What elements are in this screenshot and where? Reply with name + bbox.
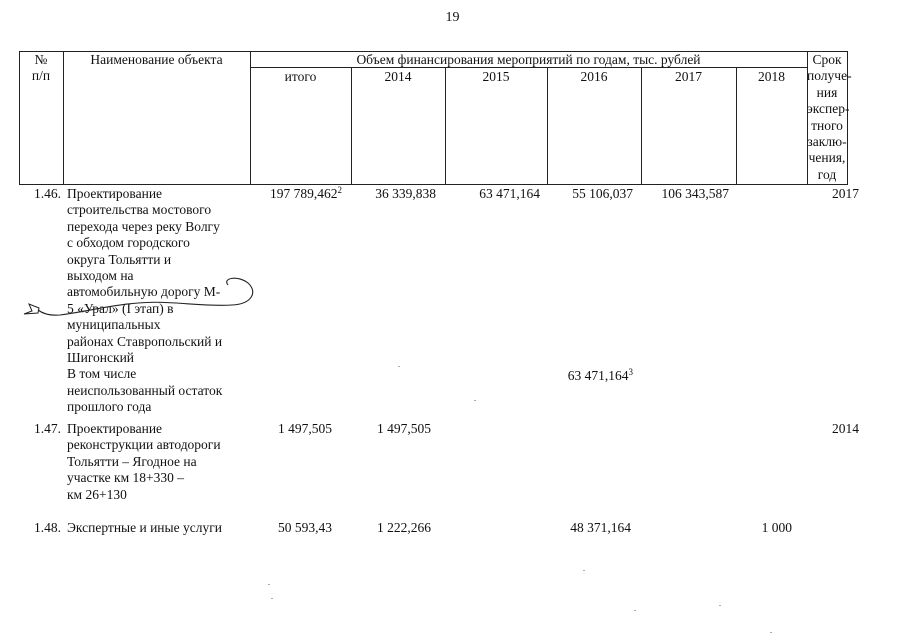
row-name-line: Проектирование — [67, 421, 163, 436]
header-year-2018: 2018 — [758, 69, 785, 84]
header-num-symbol: № — [34, 52, 48, 67]
row-sub-2016-value: 63 471,164 — [567, 368, 629, 383]
footnote-mark: 3 — [628, 367, 633, 377]
header-deadline-line: экспер- — [807, 101, 850, 117]
row-name-line: Тольятти – Ягодное на — [67, 453, 197, 469]
row-2018: 1 000 — [761, 520, 792, 535]
row-2014: 1 497,505 — [377, 421, 431, 436]
row-total — [250, 186, 342, 202]
row-subname-line: прошлого года — [67, 399, 152, 415]
handwritten-annotation-icon — [20, 276, 260, 321]
row-2017: 106 343,587 — [661, 186, 729, 201]
header-year-2016: 2016 — [580, 69, 608, 84]
header-deadline-line: Срок — [812, 52, 842, 67]
row-name-line: 5 «Урал» (I этап) в — [67, 300, 174, 316]
row-name-line: перехода через реку Волгу — [67, 218, 220, 234]
header-deadline — [807, 52, 852, 183]
row-name-line: с обходом городского — [67, 235, 190, 251]
row-subname-line: неиспользованный остаток — [67, 382, 223, 398]
header-year-2017: 2017 — [675, 69, 702, 84]
row-2015: 63 471,164 — [479, 186, 540, 201]
row-2016: 48 371,164 — [570, 520, 631, 535]
row-name-line: автомобильную дорогу М- — [67, 284, 221, 300]
row-name-line: районах Ставропольский и — [67, 333, 223, 349]
row-number: 1.48. — [34, 520, 61, 535]
row-sub-2016 — [547, 368, 633, 384]
row-name-line: выходом на — [67, 268, 134, 284]
row-name-line: участке км 18+330 – — [67, 470, 184, 486]
header-deadline-line: получе- — [807, 68, 852, 84]
header-deadline-line: тного — [811, 117, 843, 133]
header-name: Наименование объекта — [90, 52, 223, 67]
row-name-line: Шигонский — [67, 350, 135, 366]
row-name-line: округа Тольятти и — [67, 251, 172, 267]
row-2014: 1 222,266 — [377, 520, 431, 535]
header-deadline-line: ния — [816, 84, 838, 100]
header-deadline-line: год — [817, 166, 837, 182]
row-total-value: 197 789,462 — [270, 186, 338, 201]
header-funding: Объем финансирования мероприятий по годам, тыс. рублей — [356, 52, 701, 67]
page-number: 19 — [445, 10, 460, 25]
header-num — [19, 52, 63, 85]
header-deadline-line: чения, — [808, 150, 846, 166]
row-deadline: 2014 — [832, 421, 859, 436]
header-num-label: п/п — [31, 68, 51, 84]
row-name — [67, 421, 252, 503]
row-name-line: строительства мостового — [67, 202, 212, 218]
row-name-line: муниципальных — [67, 317, 161, 333]
row-2016: 55 106,037 — [572, 186, 633, 201]
row-number: 1.47. — [34, 421, 61, 436]
footnote-mark: 2 — [337, 185, 342, 195]
header-total: итого — [284, 69, 317, 84]
header-year-2014: 2014 — [384, 69, 412, 84]
row-number: 1.46. — [34, 186, 61, 201]
row-total: 50 593,43 — [278, 520, 332, 535]
row-subname-line: В том числе — [67, 366, 137, 382]
row-2014: 36 339,838 — [375, 186, 436, 201]
header-year-2015: 2015 — [482, 69, 510, 84]
row-total: 1 497,505 — [278, 421, 332, 436]
row-name: Экспертные и иные услуги — [67, 520, 222, 535]
row-deadline: 2017 — [832, 186, 859, 201]
row-name-line: Проектирование — [67, 186, 163, 201]
row-name-line: км 26+130 — [67, 486, 127, 502]
header-deadline-line: заклю- — [807, 134, 847, 150]
row-name-line: реконструкции автодороги — [67, 437, 221, 453]
